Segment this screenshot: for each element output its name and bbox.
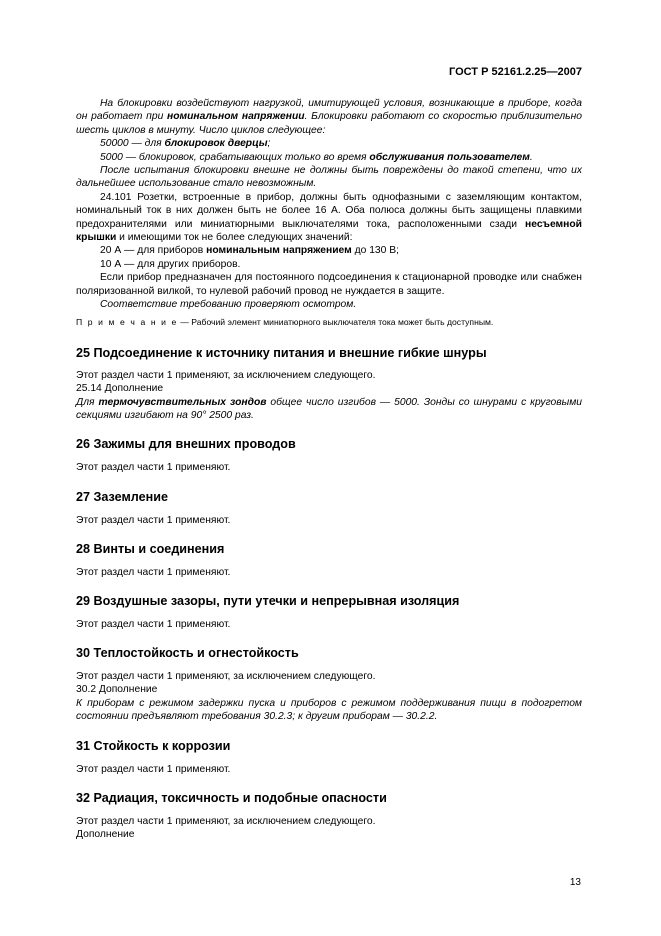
paragraph-neutral: Если прибор предназначен для постоянного подсоединения к стационарной проводке или снабжен поляризованной вилкой, то нулевой рабочий провод не нуждается в защите. [76,272,582,297]
section-25-line-2: 25.14 Дополнение [76,383,164,395]
section-27-title: 27 Заземление [76,490,168,504]
section-25-line-1: Этот раздел части 1 применяют, за исключением следующего. [76,370,376,381]
section-30-line-1: Этот раздел части 1 применяют, за исключением следующего. [76,671,376,682]
section-32-body [76,815,582,842]
paragraph-10a: 10 А — для других приборов. [100,258,241,270]
document-code: ГОСТ Р 52161.2.25—2007 [448,66,582,78]
section-29-title: 29 Воздушные зазоры, пути утечки и непрерывная изоляция [76,594,460,608]
section-29-body [76,618,582,631]
section-27-line-1: Этот раздел части 1 применяют. [76,515,231,526]
paragraph-24-101: 24.101 Розетки, встроенные в прибор, должны быть однофазными с заземляющим контактом, номинальный ток в них должен быть не более 16 А. Оба полюса должны быть защищены плавкими предохранителями или миниатюрными выключателями тока, расположенными сзади несъемной крышки и имеющими ток не более следующих значений: [76,191,582,244]
section-25-title: 25 Подсоединение к источнику питания и внешние гибкие шнуры [76,346,487,360]
section-25-body [76,369,582,423]
paragraph-compliance: Соответствие требованию проверяют осмотром. [100,299,357,311]
section-30-line-3: К приборам с режимом задержки пуска и приборов с режимом поддерживания пищи в подогретом состоянии предъявляют требования 30.2.3; к другим приборам — 30.2.2. [76,697,582,723]
section-31-title: 31 Стойкость к коррозии [76,739,231,753]
page-number: 13 [569,877,581,888]
section-26-body [76,461,582,474]
section-28-title: 28 Винты и соединения [76,542,225,556]
section-30-body [76,670,582,724]
section-24-continuation [76,97,582,329]
paragraph-after-test: После испытания блокировки внешне не должны быть повреждены до такой степени, что их дальнейшее использование стало невозможным. [76,165,582,190]
section-27-body [76,514,582,527]
section-26-line-1: Этот раздел части 1 применяют. [76,462,231,473]
section-28-body [76,566,582,579]
section-32-line-1: Этот раздел части 1 применяют, за исключением следующего. [76,816,376,827]
paragraph-service-cycles: 5000 — блокировок, срабатывающих только во время обслуживания пользователем. [100,151,533,163]
paragraph-20a: 20 А — для приборов номинальным напряжением до 130 В; [100,245,399,257]
section-29-line-1: Этот раздел части 1 применяют. [76,619,231,630]
section-31-line-1: Этот раздел части 1 применяют. [76,764,231,775]
section-26-title: 26 Зажимы для внешних проводов [76,437,296,451]
section-32-title: 32 Радиация, токсичность и подобные опасности [76,791,387,805]
section-28-line-1: Этот раздел части 1 применяют. [76,567,231,578]
section-25-line-3: Для термочувствительных зондов общее число изгибов — 5000. Зонды со шнурами с круговыми секциями изгибают на 90° 2500 раз. [76,396,582,422]
paragraph-interlock-load: На блокировки воздействуют нагрузкой, имитирующей условия, возникающие в приборе, когда он работает при номинальном напряжении. Блокировки работают со скоростью приблизительно шесть циклов в минуту. Число циклов следующее: [76,98,582,136]
note: П р и м е ч а н и е — Рабочий элемент миниатюрного выключателя тока может быть доступным. [76,316,494,327]
paragraph-door-cycles: 50000 — для блокировок дверцы; [100,138,271,150]
section-30-title: 30 Теплостойкость и огнестойкость [76,646,299,660]
section-31-body [76,763,582,776]
section-32-line-2: Дополнение [76,829,135,841]
section-30-line-2: 30.2 Дополнение [76,684,158,696]
